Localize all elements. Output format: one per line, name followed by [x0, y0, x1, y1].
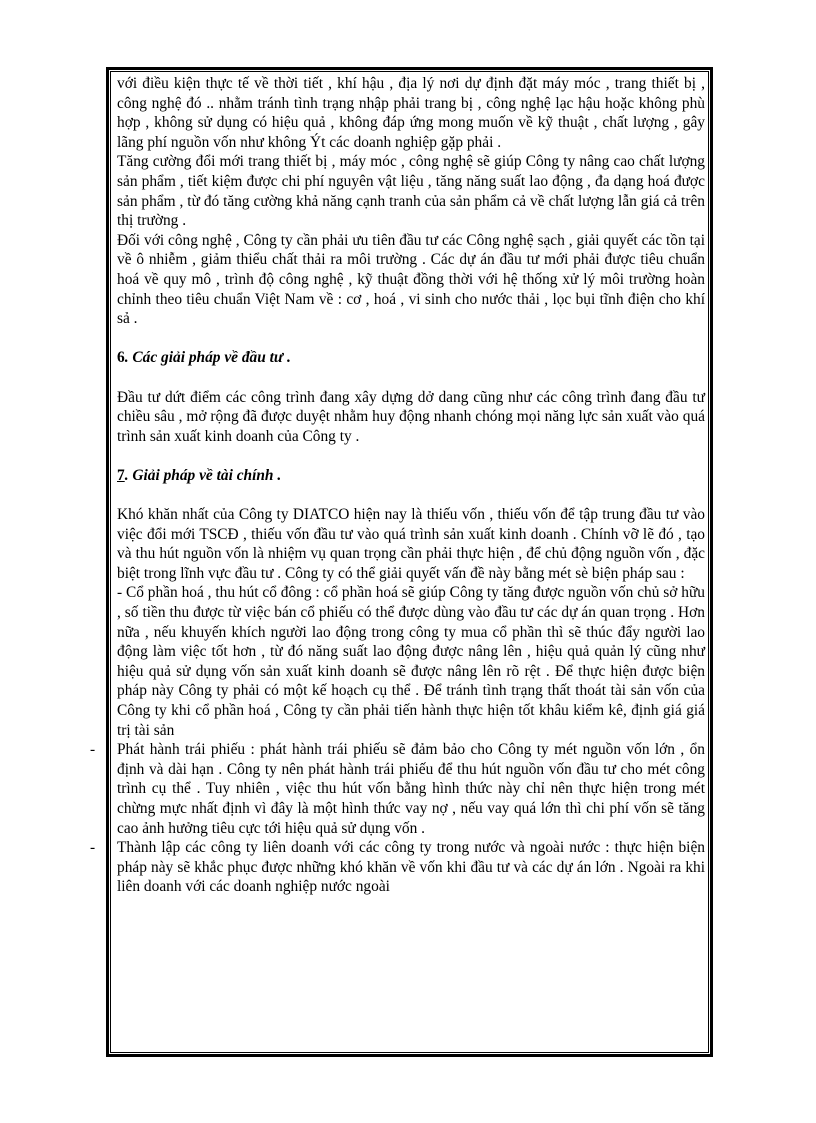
section-number: 7 — [117, 466, 125, 484]
list-item-text: Phát hành trái phiếu : phát hành trái phiếu sẽ đảm bảo cho Công ty mét nguồn vốn lớn , ổn định và dài hạn . Công ty nên phát hành trái phiếu để thu hút nguồn vốn đầu tư cho mét công trình cụ thể . Tuy nhiên , việc thu hút vốn bằng hình thức này chỉ nên thực hiện trong mét chừng mực nhất định vì đây là một hình thức vay nợ , nếu vay quá lớn thì chi phí vốn sẽ tăng cao ảnh hưởng tiêu cực tới hiệu quả sử dụng vốn . — [117, 741, 705, 837]
list-item-bonds — [90, 740, 705, 838]
section-heading-7 — [117, 466, 705, 486]
document-body — [90, 74, 705, 897]
paragraph-equitization: - Cổ phần hoá , thu hút cổ đông : cổ phần hoá sẽ giúp Công ty tăng được nguồn vốn chủ sở hữu , số tiền thu được từ việc bán cổ phiếu có thể được dùng vào đầu tư các dự án quan trọng . Hơn nữa , nếu khuyến khích người lao động trong công ty mua cổ phần thì sẽ thúc đẩy người lao động làm việc tốt hơn , từ đó năng suất lao động được nâng lên , hiệu quả quản lý cũng như hiệu quả sử dụng vốn sản xuất kinh doanh sẽ được nâng lên rõ rệt . Để thực hiện được biện pháp này Công ty phải có một kế hoạch cụ thể . Để tránh tình trạng thất thoát tài sản vốn của Công ty khi cổ phần hoá , Công ty cần phải tiến hành thực hiện tốt khâu kiểm kê, định giá giá trị tài sản — [117, 584, 705, 739]
paragraph-capital-shortage: Khó khăn nhất của Công ty DIATCO hiện nay là thiếu vốn , thiếu vốn để tập trung đầu tư vào việc đổi mới TSCĐ , thiếu vốn đầu tư vào quá trình sản xuất kinh doanh . Chính vỡ lẽ đó , tạo và thu hút nguồn vốn là nhiệm vụ quan trọng cần phải thực hiện , để chủ động nguồn vốn , đặc biệt trong lĩnh vực đầu tư . Công ty có thể giải quyết vấn đề này bằng mét sè biện pháp sau : — [117, 506, 705, 582]
paragraph-investment: Đầu tư dứt điểm các công trình đang xây dựng dở dang cũng như các công trình đang đầu tư chiều sâu , mở rộng đã được duyệt nhằm huy động nhanh chóng mọi năng lực sản xuất vào quá trình sản xuất kinh doanh của Công ty . — [117, 388, 705, 445]
section-title: . Các giải pháp về đầu tư . — [124, 349, 291, 367]
paragraph-equipment-renewal: Tăng cường đổi mới trang thiết bị , máy móc , công nghệ sẽ giúp Công ty nâng cao chất lượng sản phẩm , tiết kiệm được chi phí nguyên vật liệu , tăng năng suất lao động , đa dạng hoá được sản phẩm , từ đó tăng cường khả năng cạnh tranh của sản phẩm cả về chất lượng lẫn giá cả trên thị trường . — [117, 153, 705, 230]
section-title: . Giải pháp về tài chính . — [124, 466, 282, 484]
spacer — [117, 485, 705, 505]
section-number: 6 — [117, 349, 125, 367]
list-item-joint-venture — [90, 838, 705, 897]
list-item-text: Thành lập các công ty liên doanh với các công ty trong nước và ngoài nước : thực hiện biện pháp này sẽ khắc phục được những khó khăn về vốn khi đầu tư và các dự án lớn . Ngoài ra khi liên doanh với các doanh nghiệp nước ngoài — [117, 839, 705, 896]
section-heading-6 — [117, 348, 705, 368]
spacer — [117, 329, 705, 349]
bullet-dash: - — [90, 741, 96, 759]
spacer — [117, 368, 705, 388]
bullet-dash: - — [90, 839, 96, 857]
paragraph-equipment-conditions: với điều kiện thực tế về thời tiết , khí hậu , địa lý nơi dự định đặt máy móc , trang thiết bị , công nghệ đó .. nhằm tránh tình trạng nhập phải trang bị , công nghệ lạc hậu hoặc không phù hợp , không sử dụng có hiệu quả , không đáp ứng mong muốn về kỹ thuật , chất lượng , gây lãng phí nguồn vốn như không Ýt các doanh nghiệp gặp phải . — [117, 75, 705, 151]
spacer — [117, 446, 705, 466]
paragraph-clean-technology: Đối với công nghệ , Công ty cần phải ưu tiên đầu tư các Công nghệ sạch , giải quyết các tồn tại về ô nhiễm , giảm thiểu chất thải ra môi trường . Các dự án đầu tư mới phải được tiêu chuẩn hoá về quy mô , trình độ công nghệ , kỹ thuật đồng thời với hệ thống xử lý môi trường hoàn chỉnh theo tiêu chuẩn Việt Nam về : cơ , hoá , vi sinh cho nước thải , lọc bụi tĩnh điện cho khí sả . — [117, 231, 705, 328]
